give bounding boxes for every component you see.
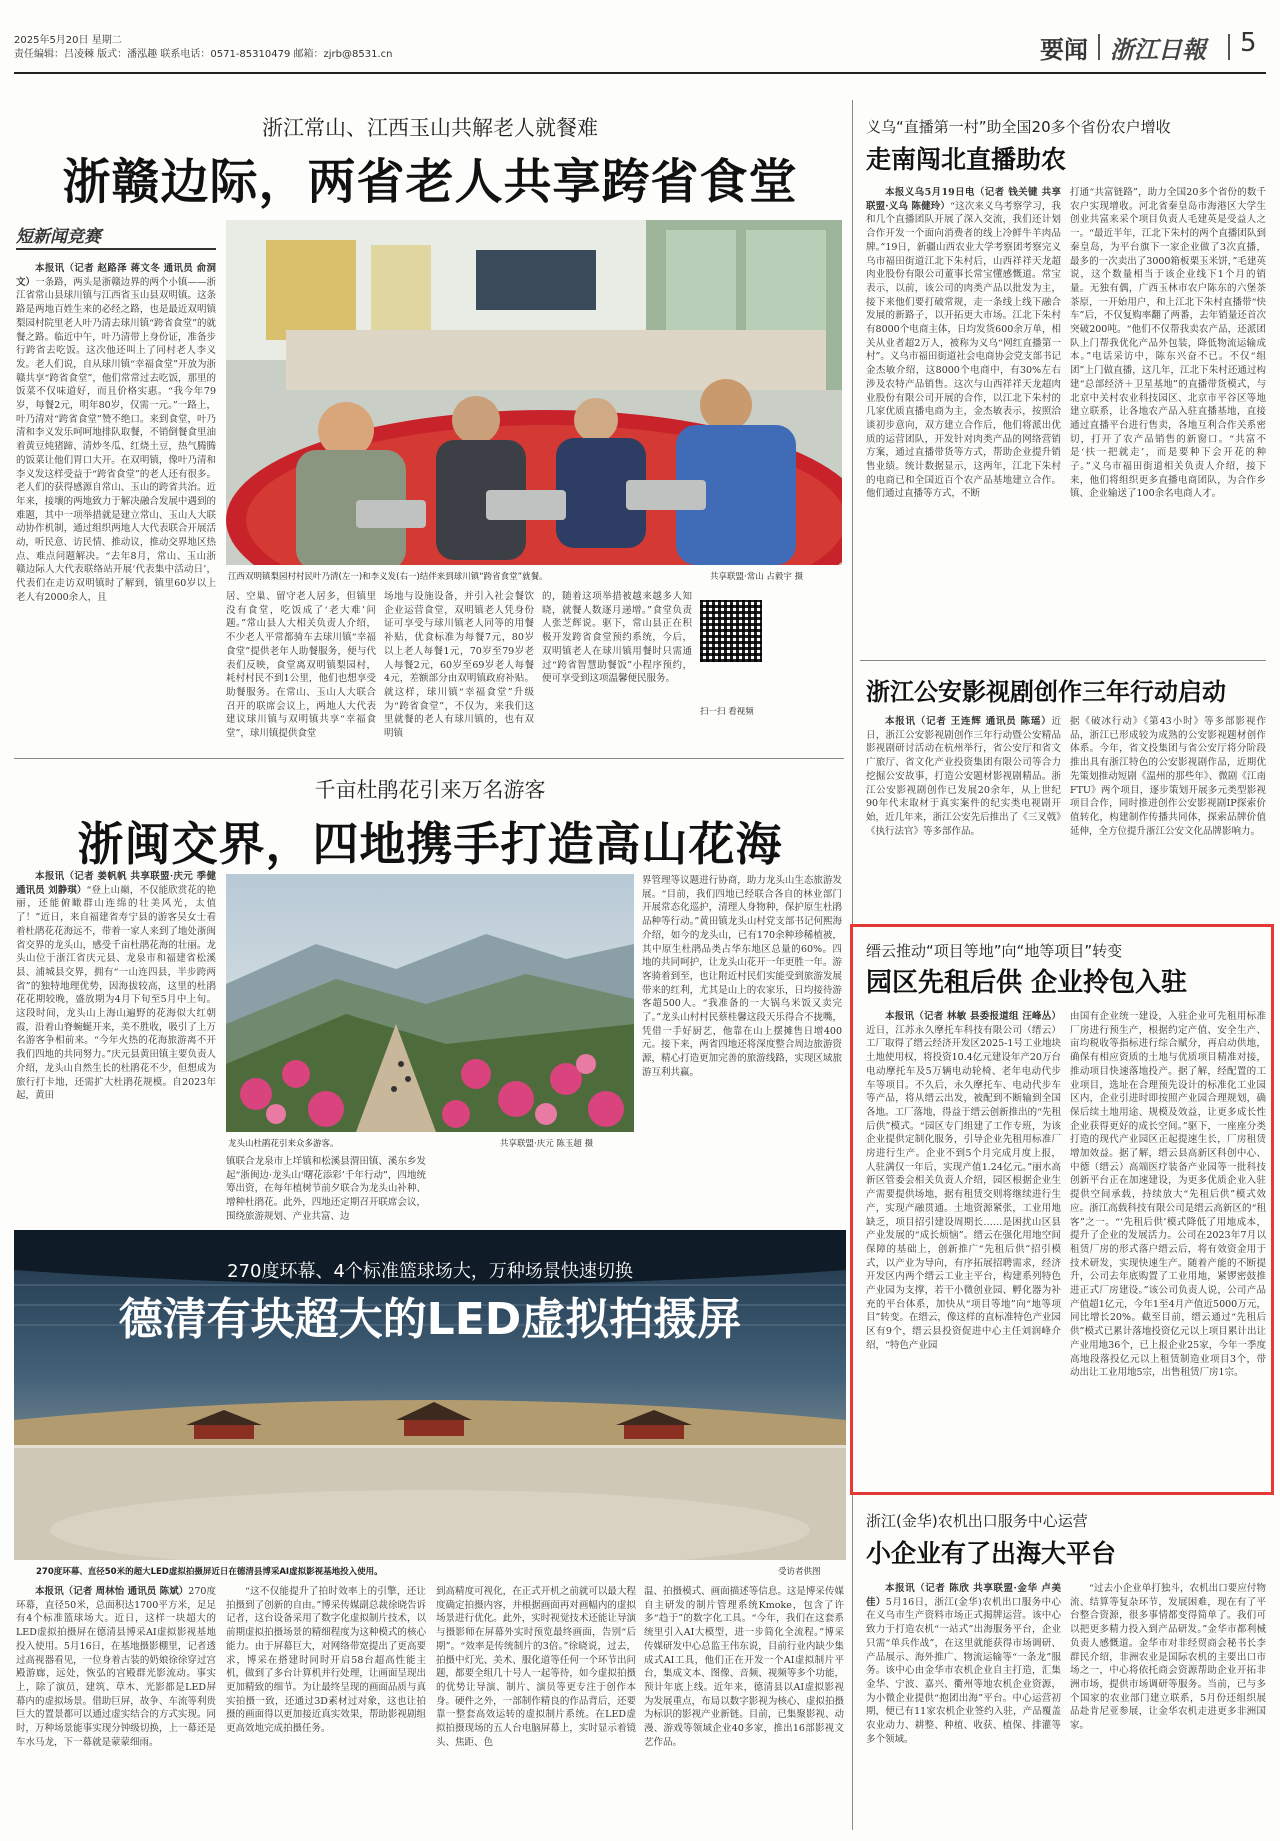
article2-photo-caption: 龙头山杜鹃花引来众多游客。 <box>228 1139 339 1149</box>
article1-photo-caption: 江西双明镇梨园村村民叶乃清(左一)和李义发(右一)结伴来到球川镇“跨省食堂”就餐。 <box>228 572 548 582</box>
article5-body-col2 <box>1070 715 1266 915</box>
section-name: 要闻 <box>1040 36 1088 64</box>
mountain-flowers-illustration <box>226 874 634 1132</box>
article1-byline: 本报讯（记者 赵路泽 蒋文冬 通讯员 俞洞文） <box>16 263 216 288</box>
article3-text-1: 270度环幕，直径50米，总面积达1700平方米，足足有4个标准篮球场大。近日，这样一块超大的LED虚拟拍摄屏在德清县博采AI虚拟影视基地投入使用。5月16日，在基地摄影棚里，记者透过高视器看见，一位身着古装的奶娘徐徐穿过宫殿游廊，远处，恢弘的宫殿群光影流动。事实上，除了演员，建筑、草木、光影都是LED屏幕内的虚拟场景。借助巨屏，故争、车流等利贵巨大的置景都可以通过虚实结合的方式实现。同时，万种场景能事实现分钟级切换，上一幕还是车水马龙，下一幕就是蒙蒙细雨。 <box>16 1586 216 1748</box>
article2-body-col3 <box>226 1155 426 1225</box>
article7-headline: 小企业有了出海大平台 <box>866 1539 1117 1568</box>
article1-text-4: 的，随着这项举措被越来越多人知晓，就餐人数逐月递增。”食堂负责人张芝辉说。驱下，常山县正在积极开发跨省食堂预约系统，今后，双明镇老人在球川镇用餐时只需通过“跨省智慧助餐饭”小程序预约，便可享受到这项温馨便民服务。 <box>542 591 692 685</box>
article1-text-3: 场地与设施设备，并引入社会餐饮企业运营食堂，双明镇老人凭身份证可享受与球川镇老人同等的用餐补贴，优食标准为每餐7元，80岁以上老人每餐1元，70岁至79岁老人每餐2元，60岁至69岁老人每餐4元，差额部分由双明镇政府补贴。就这样，球川镇“幸福食堂”升级为“跨省食堂”，不仅为，来我们这里就餐的老人有球川镇的，也有双明镇 <box>384 591 534 740</box>
article3-kicker: 270度环幕、4个标准篮球场大，万种场景快速切换 <box>227 1261 633 1282</box>
article1-text-1: 一条路，两头是浙赣边界的两个小镇——浙江省常山县球川镇与江西省玉山县双明镇。这条路是两地百姓生来的必经之路，也是最近双明镇梨园村院里老人叶乃清去球川镇“跨省食堂”的就餐之路。临近中午，叶乃清带上身份证，准备步行跨省去吃饭。这次他还叫上了同村老人李义发。老人们说，自从球川镇“幸福食堂”开放为浙赣共享“跨省食堂”，他们常常过去吃饭，那里的饭菜不仅味道好，而且价格实惠。“我今年79岁，每餐2元，明年80岁，仅需一元。”一路上，叶乃清对“跨省食堂”赞不绝口。来到食堂，叶乃清和李义发乐呵呵地排队取餐，不销倒餐食里油着黄豆炖猪蹄、清炒冬瓜、红烧土豆，热气腾腾的饭菜让他们胃口大开。在双明镇，像叶乃清和李义发这样受益于“跨省食堂”的老人还有很多。老人们的获得感源自常山、玉山的跨省共治。近年来，接壤的两地致力于解决融合发展中遇到的难题，其中一项举措就是建立常山、玉山人大联动协作机制，通过组织两地人大代表联合开展活动，听民意、访民情、推动议，推动交界地区热点、难点问题解决。“去年8月，常山、玉山浙赣边际人大代表联络站开展‘代表集中活动日’，代表们在走访双明镇时了解到，镇里60岁以上老人有2000余人，且 <box>16 276 216 603</box>
header-rule <box>14 72 1266 74</box>
article5-text-1: 近日，浙江公安影视剧创作三年行动暨公安精品影视剧研讨活动在杭州举行，省公安厅和省文广旅厅、省文化产业投资集团有限公司等合力挖掘公安故事，打造公安题材影视剧精品。浙江公安影视剧创作已发展20余年，从上世纪90年代末取材于真实案件的纪实类电视剧开始，近几年来，浙江公安先后推出了《三叉戟》《执行法官》等多部作品。 <box>866 716 1061 837</box>
article3-text-4: 温、拍摄模式、画面描述等信息。这是博采传媒自主研发的制片管理系统Kmoke，包含了许多“趋于”的数字化工具。“今年，我们在这套系统里引入AI大模型，进一步简化全流程。”博采传媒研发中心总监王伟东说，目前行业内缺少集成式AI工具，他们正在开发一个AI虚拟制片平台，集成文本、图像、音频、视频等多个功能，预计年底上线。近年来，德清县以AI虚拟影视为发展重点，布局以数字影视为核心、虚拟拍摄为标识的影视产业新链。目前，已集聚影视、动漫、游戏等领域企业40多家，推出16部影视文艺作品。 <box>644 1586 844 1748</box>
article6-kicker: 缙云推动“项目等地”向“地等项目”转变 <box>866 942 1123 960</box>
column-tag-rule <box>16 248 216 250</box>
article3-text-2: “这不仅能提升了拍时效率上的引擎，还让拍摄到了创新的自由。”博采传媒副总裁徐晓告诉记者，这台设备采用了数字化虚拟制片技术，以前期虚拟拍摄场景的精细程度为这种模式的核心能力。由于屏幕巨大，对网络带宽提出了更高要求，博采在搭建时同时开启58台超高性能主机，做到了多台计算机并行处理，让画面呈现出更加精致的细节。为让最终呈现的画面品质与真实拍摄一致，还通过3D素材过对象，这也让拍摄的画面得以更加接近真实效果，帮助影视剧组更高效地完成拍摄任务。 <box>226 1586 426 1735</box>
article2-photo-credit: 共享联盟·庆元 陈玉超 摄 <box>500 1139 594 1149</box>
article6-text-2: 由国有企业统一建设，入驻企业可先租用标准厂房进行预生产，根据约定产值、安全生产、亩均税收等指标进行综合赋分，再启动供地，确保有相应资质的土地与优质项目精准对接，推动项目快速落地投产。据了解，经配置的工业项目，选址在合理预先设计的标准化工业园区内，企业引进时即按照产业园合理规划，确保后续土地用途、规模及效益，让更多成长性企业获得更好的成长空间。”驱下，一座座分类打造的现代产业园区正起提速生长，厂房租赁增加效益。据了解，缙云县高新区科创中心、中德（缙云）高端医疗装备产业园等一批科技创新平台正在加速建设，为更多优质企业入驻提供空间承载，持续放大“先租后供”模式效应。浙江高载科技有限公司是缙云高新区的“租客”之一。“‘先租后供’模式降低了用地成本，提升了企业的发展活力。公司在2023年7月以租赁厂房的形式落户缙云后，将有效资金用于技术研发，实现快速生产。随着产能的不断提升，公司去年底购置了工业用地，紧锣密鼓推进正式厂房建设。”该公司负责人说，公司产品产值超1亿元，今年1至4月产值近5000万元，同比增长20%。截至目前，缙云通过“先租后供”模式已累计落地投资亿元以上项目累计出让产业用地36个，已上报企业25家，今年一季度高地段落投亿元以上租赁制造业项目3个，带动出让工业用地5宗，出售租赁厂房1宗。 <box>1070 1011 1266 1379</box>
video-qr-code[interactable] <box>700 600 762 662</box>
article3-body-col1 <box>16 1585 216 1835</box>
article3-photo-caption: 270度环幕、直径50米的超大LED虚拟拍摄屏近日在德清县博采AI虚拟影视基地投入使用。 <box>36 1567 383 1577</box>
column-tag <box>16 222 216 250</box>
article2-body-col1 <box>16 870 216 1225</box>
article7-kicker: 浙江(金华)农机出口服务中心运营 <box>866 1512 1088 1530</box>
article3-body-col4 <box>644 1585 844 1835</box>
article7-text-1: 5月16日，浙江(金华)农机出口服务中心在义乌市生产资料市场正式揭牌运营。该中心致力于打造农机“一站式”出海服务平台，企业只需“单兵作战”，在这里就能获得市场调研、产品展示、海外推广、物流运输等“一条龙”服务。该中心由金华市农机企业自主打造，汇集金华、宁波、嘉兴、衢州等地农机企业资源，为小微企业提供“抱团出海”平台。中心运营初期，便已有11家农机企业签约入驻，产品覆盖农业动力、耕整、种植、收获、植保、排灌等多个领域。 <box>866 1596 1061 1745</box>
article7-text-2: “过去小企业单打独斗，农机出口要应付物流、结算等复杂环节，发展困难，现在有了平台整合资源，很多事情都变得简单了。我们可以把更多精力投入到产品研发。”金华市都利械负责人感慨道。金华市对非经贸商会秘书长李群民介绍，非洲农业是国际农机的主要出口市场之一，中心将依托商会资源帮助企业开拓非洲市场，提供市场调研等服务。当前，已与多个国家的农业部门建立联系，5月份还组织展品赴肯尼亚参展，让金华农机走进更多非洲国家。 <box>1070 1583 1266 1732</box>
article4-body-col2 <box>1070 186 1266 656</box>
article5-body-col1 <box>866 715 1061 915</box>
qr-code-label: 扫一扫 看视频 <box>700 707 754 717</box>
article1-photo-credit: 共享联盟·常山 占毅宇 摄 <box>710 572 804 582</box>
article2-text-3: 镇联合龙泉市上垟镇和松溪县渭田镇、溪东乡发起“浙闽边·龙头山‘曙花添彩’千年行动”，四地统筹出资，在每年植树节前夕联合为龙头山补种、增种杜鹃花。此外，四地还定期召开联席会议，围绕旅游规划、产业共富、边 <box>226 1156 426 1222</box>
article3-body-col3 <box>436 1585 636 1835</box>
article2-kicker: 千亩杜鹃花引来万名游客 <box>314 778 546 802</box>
article1-bottom-rule <box>14 758 844 759</box>
article4-text-2: 打通“共富链路”，助力全国20多个省份的数千农户实现增收。河北省秦皇岛市海港区大学生创业共富来采个项目负责人毛建英是受益人之一。“最近半年，江北下朱村的两个直播团队到秦皇岛，为平台旗下一家企业做了3次直播，最多的一次卖出了3000箱板栗玉米饼，”毛建英说，这个数量相当于该企业线下1个月的销量。无独有偶，广西玉林市农户陈东的六堡茶茶原，一开始用户，和上江北下朱村直播带“快车”后，不仅复购率翻了两番，去年销量还首次突破200吨。“他们不仅帮我卖农产品，还派团队上门帮我优化产品外包装，降低物流运输成本。”电话采访中，陈东兴奋不已。不仅“组团”上门做直播，这几年，江北下朱村还通过构建“总部经济＋卫星基地”的直播带货模式，与北京中关村农业科技园区、北京市平谷区等地建立联系，让各地农产品入驻直播基地，直接通过直播平台进行售卖，各地互利合作关系密切，打开了农产品销售的新窗口。“共富不是‘扶一把就走’，而是要种下会开花的种子。”义乌市福田街道相关负责人介绍，接下来，他们将组织更多直播电商团队，为合作乡镇、企业输送了100余名电商人才。 <box>1070 187 1266 500</box>
article1-kicker: 浙江常山、江西玉山共解老人就餐难 <box>262 116 598 140</box>
article1-body-col4 <box>542 590 692 740</box>
masthead-divider-2 <box>1228 34 1230 60</box>
article2-text-4: 界管理等议题进行协商，助力龙头山生态旅游发展。“目前，我们四地已经联合各自的林业部门开展常态化巡护，清理人身物种，保护原生杜鹃品种等行动。”黄田镇龙头山村党支部书记何熙海介绍，如今的龙头山，已有170余种珍稀植被，其中原生杜鹃品类占华东地区总量的60%。四地的共同呵护，让龙头山花开一年更胜一年。游客骑着到至，也让附近村民们实能受到旅游发展带来的红利，尤其是山上的农家乐，日均接待游客超500人。“我准备的一大锅乌米饭又卖完了。”龙头山村村民蔡桂馨这段天乐得合不拢嘴，凭借一手好厨艺，他靠在山上摆摊售日增400元。接下来，两省四地还将深度整合周边旅游资源，精心打造更加完善的旅游线路，实现区域旅游互利共赢。 <box>642 875 842 1078</box>
newspaper-masthead: 浙江日報 <box>1110 35 1206 64</box>
article3-headline: 德清有块超大的LED虚拟拍摄屏 <box>118 1294 742 1345</box>
article2-text-1: “登上山巅，不仅能欣赏花的艳丽，还能俯瞰群山连绵的壮美风光，太值了！”近日，来自福建省寿宁县的游客吴女士看着杜鹃花花海远不，带着一家人来到了地处浙闽省交界的龙头山，感受千亩杜鹃花海的壮丽。龙头山位于浙江省庆元县、龙泉市和福建省松溪县、浦城县交界，拥有“一山连四县，半步跨两省”的独特地理优势，因海拔较高，这里的杜鹃花花期较晚，盛放期为4月下旬至5月中上旬。这段时间，龙头山上海山遍野的花海似大红朝霞，沿着山脊蜿蜒开来，美不胜收，吸引了上万名游客争相前来。“今年火热的花海旅游离不开我们四地的共同努力。”庆元县黄田镇主要负责人介绍，龙头山自然生长的杜鹃花不少，但想成为旅行打卡地，还需扩大杜鹃花规模。自2023年起，黄田 <box>16 884 216 1102</box>
article1-photo <box>226 220 842 565</box>
masthead-divider <box>1098 34 1100 60</box>
article1-body-col3 <box>384 590 534 740</box>
article6-byline: 本报讯（记者 林敏 县委报道组 汪峰丛） <box>885 1011 1061 1022</box>
article4-body-col1 <box>866 186 1061 656</box>
article2-body-col4 <box>642 874 842 1224</box>
article6-body-col2 <box>1070 1010 1266 1485</box>
article7-body-col1 <box>866 1582 1061 1832</box>
article2-headline: 浙闽交界，四地携手打造高山花海 <box>77 817 783 871</box>
article3-text-3: 到高精度可视化，在正式开机之前就可以最大程度确定拍摄内容，并根据画面再对画幅内的虚拟场景进行优化。此外，实时视觉技术还能让导演与摄影师在屏幕外实时预览最终画面，告别“后期”。“效率是传统制片的3倍。”徐晓说，过去，拍摄中灯光、美术、服化道等任何一个环节出问题，都要全组几十号人一起等待，如今虚拟拍摄的优势让导演、制片、演员等更专注于创作本身。硬件之外，一部制作精良的作品背后，还要靠一整套高效运转的虚拟制片系统。在LED虚拟拍摄现场的五人台电脑屏幕上，实时显示着镜头、焦距、色 <box>436 1586 636 1748</box>
article3-byline: 本报讯（记者 周林怡 通讯员 陈斌） <box>35 1586 189 1597</box>
article4-text-1: “这次来义乌考察学习，我和几个直播团队开展了深入交流，我们还计划合作开发一个面向消费者的线上冷鲜牛羊肉品牌。”19日，新疆山西农业大学考察团考察完义乌市福田街道江北下朱村后，山西祥祥天龙超肉业股份有限公司董事长常宝懂感慨道。常宝表示，以前，该公司的肉类产品以批发为主，接下来他们要打破常规，走一条线上线下融合发展的新路子，以开拓更大市场。江北下朱村有8000个电商主体，日均发货600余万单，相关从业者超2万人，被称为义乌“网红直播第一村”。义乌市福田街道社会电商协会党支部书记金杰敏介绍，这8000个电商中，有30%左右涉及农特产品销售。这次与山西祥祥天龙超肉业股份有限公司开展的合作，以江北下朱村的几家优质直播电商为主，金杰敏表示，按照洽谈初步意向，双方建立合作后，他们将派出优质的运营团队，开发针对肉类产品的网络营销方案，通过直播带货等方式，帮助企业提升销售业绩。统计数据显示，这两年，江北下朱村的电商已和全国近百个农产品基地建立合作。他们通过直播等方式，不断 <box>866 200 1061 500</box>
article4-kicker: 义乌“直播第一村”助全国20多个省份农户增收 <box>866 118 1171 136</box>
article1-headline: 浙赣边际，两省老人共享跨省食堂 <box>62 154 798 210</box>
article1-body-col1 <box>16 262 216 742</box>
article1-text-2: 居、空巢、留守老人居多，但镇里没有食堂，吃饭成了‘老大难’问题。”常山县人大相关负责人介绍，不少老人平常都骑车去球川镇“幸福食堂”提供老年人助餐服务，便与代表们反映，食堂离双明镇梨园村，耗村村民不到1公里，他们也想享受助餐服务。在常山、玉山人大联合召开的联席会议上，两地人大代表建议球川镇与双明镇共享“幸福食堂”，球川镇提供食堂 <box>226 591 376 740</box>
article3-body-col2 <box>226 1585 426 1835</box>
issue-date: 2025年5月20日 星期二 <box>14 35 122 46</box>
article2-photo <box>226 874 634 1132</box>
article4-headline: 走南闯北直播助农 <box>866 145 1067 174</box>
page-number: 5 <box>1240 28 1257 58</box>
article5-text-2: 据《破冰行动》《第43小时》等多部影视作品，浙江已形成较为成熟的公安影视题材创作体系。今年，省文投集团与省公安厅将分阶段推出具有浙江特色的公安影视剧作品，近期优先策划推动短剧《温州的那些年》、微剧《江南FTU》两个项目，逐步策划开展多元类型影视项目合作，同时推进创作公安影视剧IP探索价值转化，构建制作传播共同体，探索品牌价值延伸，全方位提升浙江公安文化品牌影响力。 <box>1070 716 1266 837</box>
article3-photo-credit: 受访者供图 <box>778 1567 821 1577</box>
article5-headline: 浙江公安影视剧创作三年行动启动 <box>866 678 1226 706</box>
article4-byline: 本报义乌5月19日电（记者 钱关键 共享联盟·义乌 陈健玲） <box>866 187 1061 212</box>
article7-body-col2 <box>1070 1582 1266 1832</box>
article4-bottom-rule <box>860 660 1266 661</box>
article6-headline: 园区先租后供 企业拎包入驻 <box>866 968 1188 998</box>
article7-byline: 本报讯（记者 陈欣 共享联盟·金华 卢美佳） <box>866 1583 1061 1608</box>
article6-text-1: 近日，江苏永久摩托车科技有限公司（缙云）工厂取得了缙云经济开发区2025-1号工业地块土地使用权，将投资10.4亿元建设年产20万台电动摩托车及5万辆电动轮椅、老年电动代步车等项目。不久后，永久摩托车、电动代步车等产品，将从缙云出发，被配到不断输到全国各地。工厂落地，得益于缙云创新推出的“先租后供”模式。“园区专门组建了工作专班，为该企业提供定制化服务，引导企业先租用标准厂房进行生产。企业不到5个月完成月度上报，人驻满仅一年后，实现产值1.24亿元。”丽水高新区管委会相关负责人介绍，园区根据企业生产需要提供场地，据有租赁交则将继续进行生产，实现产融贯通。土地资源紧张，工业用地缺乏，项目招引建设周期长……是困扰山区县产业发展的“成长烦恼”。缙云在强化用地空间保障的基础上，创新推广“先租后供”招引模式，以产业为导向，有序拓展招聘需求，经济开发区内两个缙云工业主平台，构建系列特色产业园为支撑，若干小微创业园、孵化器为补充的平台体系，加快从“项目等地”向“地等项目”转变。在缙云，像这样的直标准特色产业园区有9个，缙云县投资促进中心主任刘润峰介绍，“特色产业园 <box>866 1024 1061 1351</box>
article2-byline: 本报讯（记者 姜帆帆 共享联盟·庆元 季健 通讯员 刘静琪） <box>16 871 216 896</box>
column-tag-text: 短新闻竞赛 <box>16 227 101 247</box>
canteen-photo-illustration <box>226 220 842 565</box>
editor-credits: 责任编辑：吕凌棘 版式：潘泓趣 联系电话：0571-85310479 邮箱：zjrb@8531.cn <box>14 49 393 60</box>
article6-body-col1 <box>866 1010 1061 1485</box>
article5-byline: 本报讯（记者 王连辉 通讯员 陈瑶） <box>885 716 1052 727</box>
article1-body-col2 <box>226 590 376 740</box>
